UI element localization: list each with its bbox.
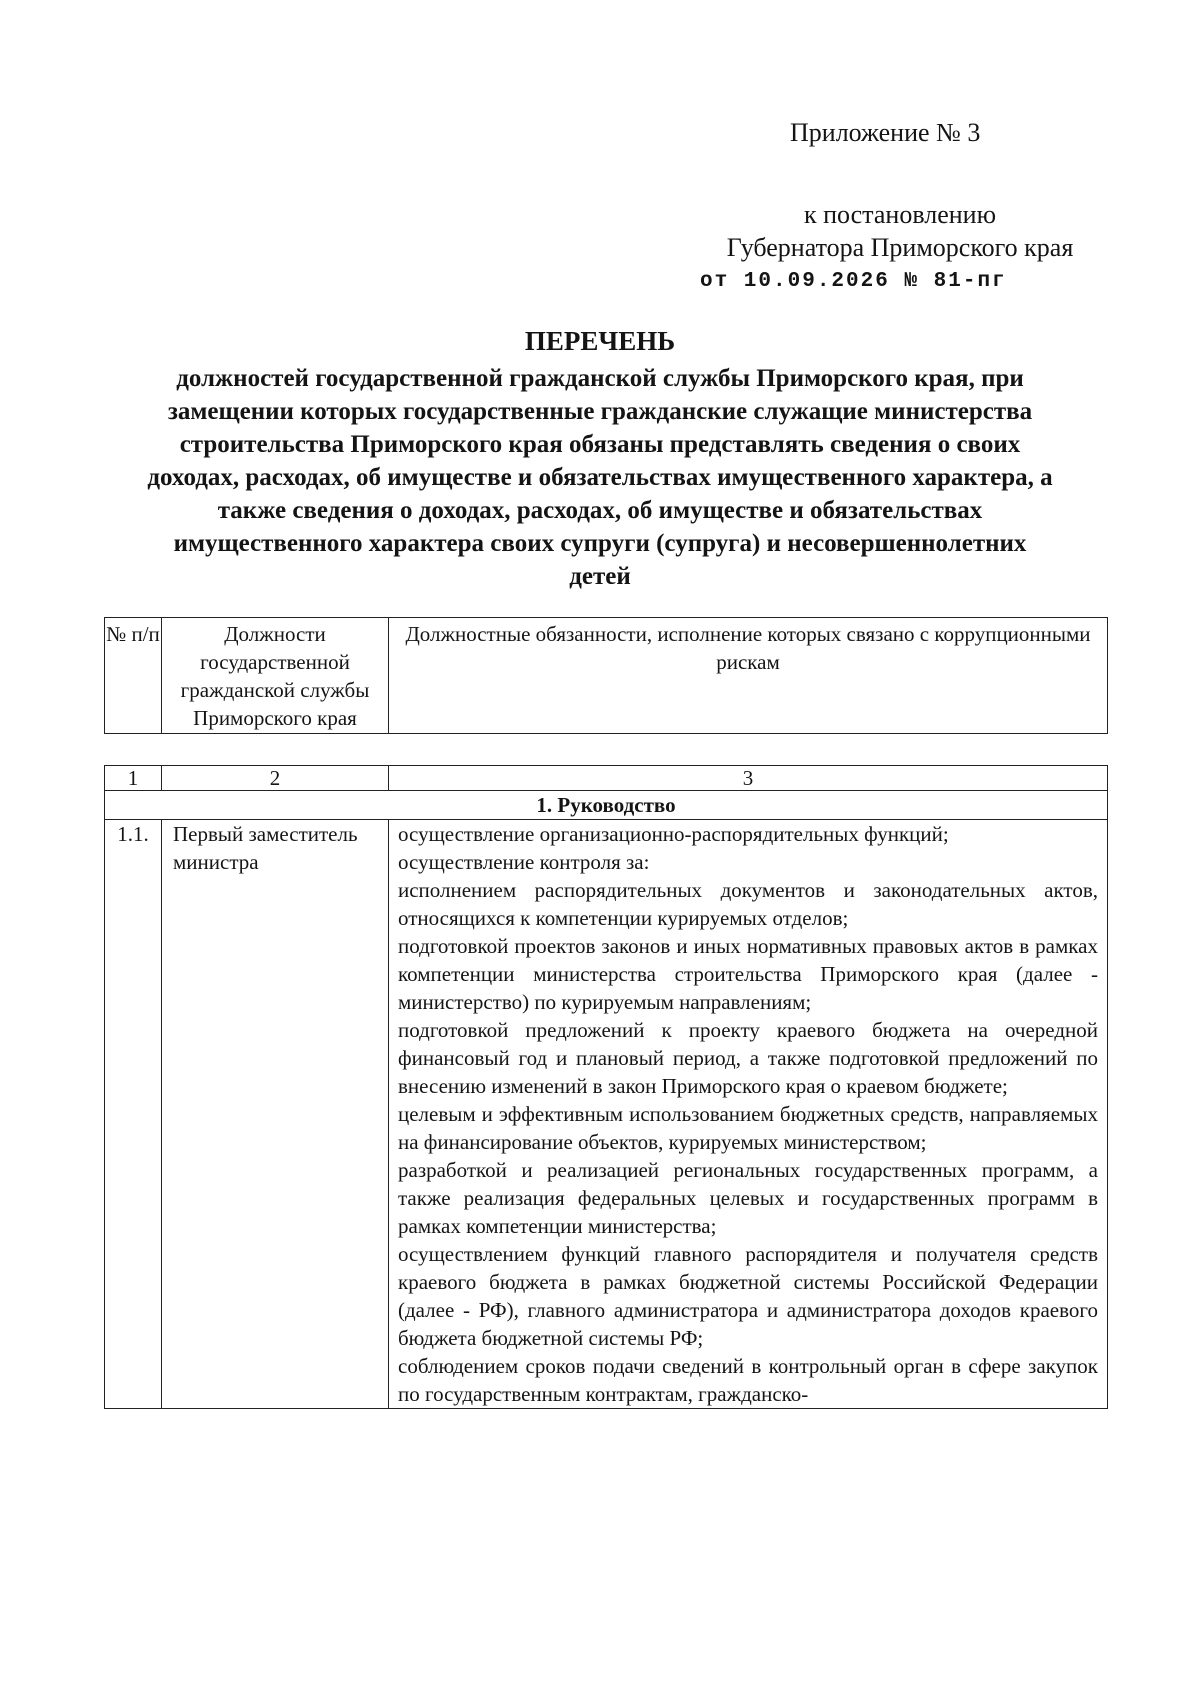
duty-item: целевым и эффективным использованием бюджетных средств, направляемых на финансирование объектов, курируемых министерством; [398,1102,1098,1154]
duty-item: осуществлением функций главного распорядителя и получателя средств краевого бюджета в рамках бюджетной системы Российской Федерации (далее - РФ), главного администратора и администратора доходов краевого бюджета бюджетной системы РФ; [398,1242,1098,1350]
duty-item: соблюдением сроков подачи сведений в контрольный орган в сфере закупок по государственным контрактам, гражданско- [398,1354,1098,1406]
duty-item: исполнением распорядительных документов и законодательных актов, относящихся к компетенции курируемых отделов; [398,878,1098,930]
duty-item: разработкой и реализацией региональных государственных программ, а также реализация федеральных целевых и государственных программ в рамках компетенции министерства; [398,1158,1098,1238]
row-number: 1.1. [105,820,162,1409]
row-position: Первый заместитель министра [162,820,389,1409]
document-subtitle: должностей государственной гражданской службы Приморского края, при замещении которых государственные гражданские служащие министерства строительства Приморского края обязаны представлять сведения о своих доходах, расходах, об имуществе и обязательствах имущественного характера, а также сведения о доходах, расходах, об имуществе и обязательствах имущественного характера своих супруги (супруга) и несовершеннолетних детей [147,365,1053,590]
row-duties [389,820,1108,1409]
duty-item: осуществление контроля за: [398,850,650,874]
section-title: 1. Руководство [105,791,1108,820]
document-title: ПЕРЕЧЕНЬ [524,326,676,356]
header-col-position: Должности государственной гражданской службы Приморского края [162,618,389,734]
decree-number: от 10.09.2026 № 81-пг [700,270,1007,293]
duty-item: подготовкой проектов законов и иных нормативных правовых актов в рамках компетенции министерства строительства Приморского края (далее - министерство) по курируемым направлениям; [398,934,1098,1014]
column-number: 1 [105,766,162,791]
column-numbers-row [105,766,1108,791]
decree-reference [690,198,1110,264]
decree-to: к постановлению [803,200,997,229]
table-header [104,617,1108,734]
table-row [105,820,1108,1409]
section-row [105,791,1108,820]
header-col-duties: Должностные обязанности, исполнение которых связано с коррупционными рискам [389,618,1108,734]
column-number: 2 [162,766,389,791]
duty-item: подготовкой предложений к проекту краевого бюджета на очередной финансовый год и плановый период, а также подготовкой предложений по внесению изменений в закон Приморского края о краевом бюджете; [398,1018,1098,1098]
duty-item: осуществление организационно-распорядительных функций; [398,822,949,846]
column-number: 3 [389,766,1108,791]
header-col-number: № п/п [105,618,162,734]
decree-by: Губернатора Приморского края [726,233,1074,262]
appendix-label: Приложение № 3 [790,118,981,147]
positions-table [104,765,1108,1409]
